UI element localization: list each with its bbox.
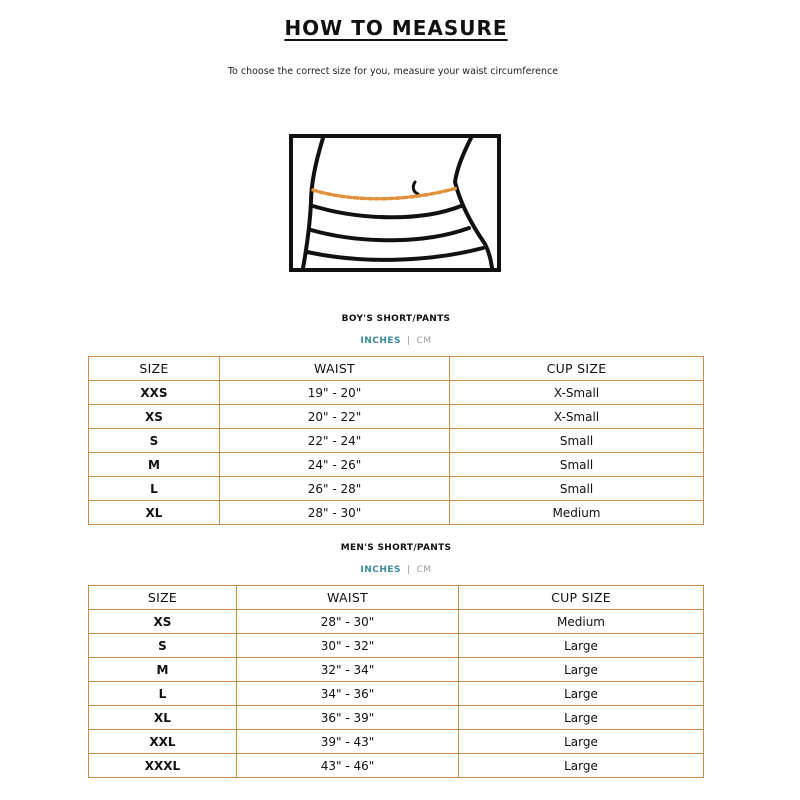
size-cell: XXXL <box>89 754 237 778</box>
waist-cell: 19" - 20" <box>220 381 450 405</box>
cup-size-cell: Small <box>450 453 704 477</box>
table-row <box>89 706 704 730</box>
boys-unit-inches[interactable]: INCHES <box>360 336 402 346</box>
waist-cell: 30" - 32" <box>237 634 459 658</box>
page-title-text: HOW TO MEASURE <box>284 16 508 40</box>
waist-cell: 26" - 28" <box>220 477 450 501</box>
waist-cell: 20" - 22" <box>220 405 450 429</box>
waist-cell: 32" - 34" <box>237 658 459 682</box>
table-row <box>89 658 704 682</box>
cup-size-cell: Large <box>459 754 704 778</box>
page-title <box>0 16 792 40</box>
size-cell: XS <box>89 405 220 429</box>
page-subtitle: To choose the correct size for you, measure your waist circumference <box>227 66 559 77</box>
mens-section-title: MEN'S SHORT/PANTS <box>340 543 452 553</box>
size-header: SIZE <box>89 586 237 610</box>
size-cell: XL <box>89 706 237 730</box>
size-cell: S <box>89 634 237 658</box>
table-row <box>89 381 704 405</box>
mens-unit-toggle <box>0 565 792 575</box>
table-row <box>89 453 704 477</box>
size-cell: XXL <box>89 730 237 754</box>
boys-unit-toggle <box>0 336 792 346</box>
table-row <box>89 754 704 778</box>
waist-cell: 43" - 46" <box>237 754 459 778</box>
cup-size-cell: X-Small <box>450 405 704 429</box>
mens-unit-cm[interactable]: CM <box>416 565 432 575</box>
size-header: SIZE <box>89 357 220 381</box>
size-cell: XXS <box>89 381 220 405</box>
cup-size-cell: Large <box>459 706 704 730</box>
cup-size-cell: Large <box>459 634 704 658</box>
table-header-row <box>89 586 704 610</box>
cup-size-cell: Large <box>459 658 704 682</box>
table-row <box>89 610 704 634</box>
table-row <box>89 634 704 658</box>
table-row <box>89 429 704 453</box>
cup-size-cell: X-Small <box>450 381 704 405</box>
boys-unit-separator: | <box>407 336 411 346</box>
cup-size-cell: Small <box>450 477 704 501</box>
boys-unit-cm[interactable]: CM <box>416 336 432 346</box>
waist-cell: 24" - 26" <box>220 453 450 477</box>
waist-cell: 28" - 30" <box>237 610 459 634</box>
boys-section-title: BOY'S SHORT/PANTS <box>341 314 451 324</box>
waist-cell: 28" - 30" <box>220 501 450 525</box>
waist-measurement-illustration <box>289 134 501 272</box>
size-cell: M <box>89 658 237 682</box>
waist-cell: 34" - 36" <box>237 682 459 706</box>
mens-unit-separator: | <box>407 565 411 575</box>
waist-cell: 36" - 39" <box>237 706 459 730</box>
table-row <box>89 730 704 754</box>
size-cell: L <box>89 682 237 706</box>
size-cell: M <box>89 453 220 477</box>
waist-cell: 22" - 24" <box>220 429 450 453</box>
size-cell: XL <box>89 501 220 525</box>
waist-cell: 39" - 43" <box>237 730 459 754</box>
cup-size-header: CUP SIZE <box>450 357 704 381</box>
waist-measurement-icon <box>289 134 501 272</box>
table-row <box>89 477 704 501</box>
table-row <box>89 501 704 525</box>
cup-size-cell: Large <box>459 682 704 706</box>
boys-size-table <box>88 356 704 525</box>
table-row <box>89 405 704 429</box>
waist-header: WAIST <box>220 357 450 381</box>
cup-size-cell: Medium <box>459 610 704 634</box>
table-row <box>89 682 704 706</box>
size-cell: XS <box>89 610 237 634</box>
cup-size-cell: Small <box>450 429 704 453</box>
size-cell: L <box>89 477 220 501</box>
table-header-row <box>89 357 704 381</box>
cup-size-cell: Large <box>459 730 704 754</box>
size-cell: S <box>89 429 220 453</box>
waist-header: WAIST <box>237 586 459 610</box>
mens-unit-inches[interactable]: INCHES <box>360 565 402 575</box>
mens-size-table <box>88 585 704 778</box>
cup-size-cell: Medium <box>450 501 704 525</box>
cup-size-header: CUP SIZE <box>459 586 704 610</box>
